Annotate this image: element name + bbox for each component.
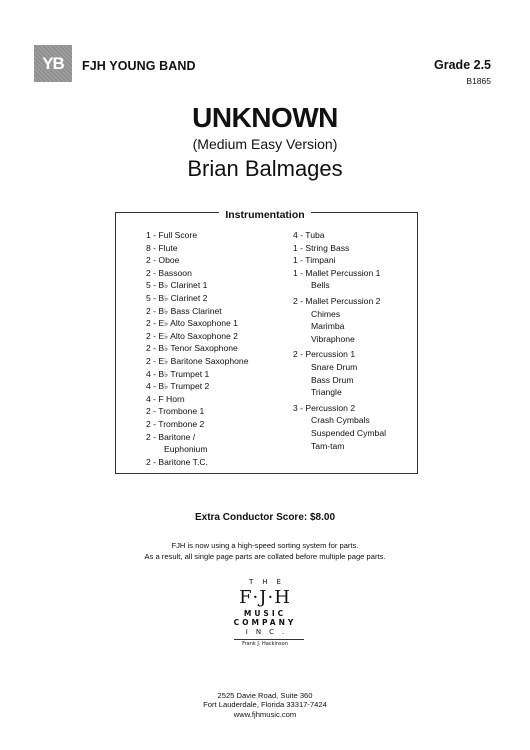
notice-line: As a result, all single page parts are collated before multiple page parts. [144, 552, 386, 561]
logo-line-company: COMPANY [233, 618, 297, 627]
sorting-notice [0, 540, 530, 562]
catalog-number: B1865 [466, 76, 491, 86]
instrument-subline: Euphonium [164, 444, 208, 455]
instrument-line: 4 - B♭ Trumpet 1 [146, 368, 210, 379]
instrument-line: 5 - B♭ Clarinet 2 [146, 292, 208, 303]
logo-line-music: MUSIC [243, 609, 287, 618]
piece-subtitle: (Medium Easy Version) [192, 136, 338, 152]
series-name: FJH YOUNG BAND [82, 59, 196, 73]
instrument-subline: Bells [311, 280, 330, 291]
instrument-subline: Crash Cymbals [311, 415, 370, 426]
instrument-line: 4 - F Horn [146, 393, 185, 404]
yb-logo-text: YB [42, 53, 64, 73]
instrument-line: 2 - Baritone T.C. [146, 456, 208, 467]
instrumentation-heading-wrap [0, 205, 530, 223]
instrument-line: 8 - Flute [146, 242, 178, 253]
fjh-publisher-logo [226, 578, 304, 649]
instrument-line: 4 - B♭ Trumpet 2 [146, 381, 210, 392]
instrument-line: 2 - Trombone 2 [146, 418, 205, 429]
instrument-line: 2 - B♭ Bass Clarinet [146, 305, 222, 316]
address-website: www.fjhmusic.com [233, 709, 297, 719]
yb-logo [34, 45, 72, 82]
instrument-subline: Marimba [311, 321, 345, 332]
instrumentation-column-1 [146, 229, 248, 468]
logo-signature: Frank J. Hackinson [242, 641, 288, 647]
instrument-subline: Snare Drum [311, 361, 358, 372]
instrument-line: 2 - Baritone / [146, 431, 196, 442]
instrument-line: 1 - Mallet Percussion 1 [293, 267, 381, 278]
extra-conductor-score: Extra Conductor Score: $8.00 [194, 512, 336, 523]
instrument-line: 1 - String Bass [293, 242, 350, 253]
instrument-line: 1 - Full Score [146, 230, 198, 240]
instrument-subline: Triangle [311, 387, 342, 398]
instrument-line: 2 - Mallet Percussion 2 [293, 295, 381, 306]
instrument-line: 2 - E♭ Alto Saxophone 2 [146, 330, 238, 341]
instrument-line: 2 - E♭ Alto Saxophone 1 [146, 318, 238, 329]
instrument-line: 4 - Tuba [293, 230, 325, 240]
notice-line: FJH is now using a high-speed sorting system for parts. [171, 541, 359, 550]
instrument-line: 2 - B♭ Tenor Saxophone [146, 343, 238, 354]
grade-level: Grade 2.5 [434, 58, 491, 72]
address-line: 2525 Davie Road, Suite 360 [217, 691, 313, 700]
instrumentation-column-2 [293, 229, 386, 452]
piece-title: UNKNOWN [192, 102, 338, 133]
instrument-subline: Tam-tam [311, 440, 345, 451]
instrument-line: 2 - Trombone 1 [146, 406, 205, 417]
instrument-line: 2 - Percussion 1 [293, 349, 356, 360]
instrument-line: 2 - Oboe [146, 255, 180, 266]
address-line: Fort Lauderdale, Florida 33317-7424 [203, 700, 327, 710]
instrumentation-heading: Instrumentation [219, 209, 310, 221]
instrument-line: 1 - Timpani [293, 255, 336, 266]
composer-name: Brian Balmages [187, 156, 343, 181]
instrument-subline: Suspended Cymbal [311, 427, 387, 438]
instrument-subline: Bass Drum [311, 374, 354, 385]
publisher-address [0, 691, 530, 719]
instrument-subline: Vibraphone [311, 333, 355, 344]
logo-line-fjh: F·J·H [239, 587, 291, 608]
instrument-line: 2 - E♭ Baritone Saxophone [146, 355, 249, 366]
instrument-line: 5 - B♭ Clarinet 1 [146, 280, 208, 291]
logo-line-the: THE [249, 578, 290, 586]
instrument-line: 3 - Percussion 2 [293, 402, 356, 413]
instrument-subline: Chimes [311, 308, 341, 319]
instrument-line: 2 - Bassoon [146, 267, 192, 278]
logo-line-inc: INC. [234, 627, 304, 640]
